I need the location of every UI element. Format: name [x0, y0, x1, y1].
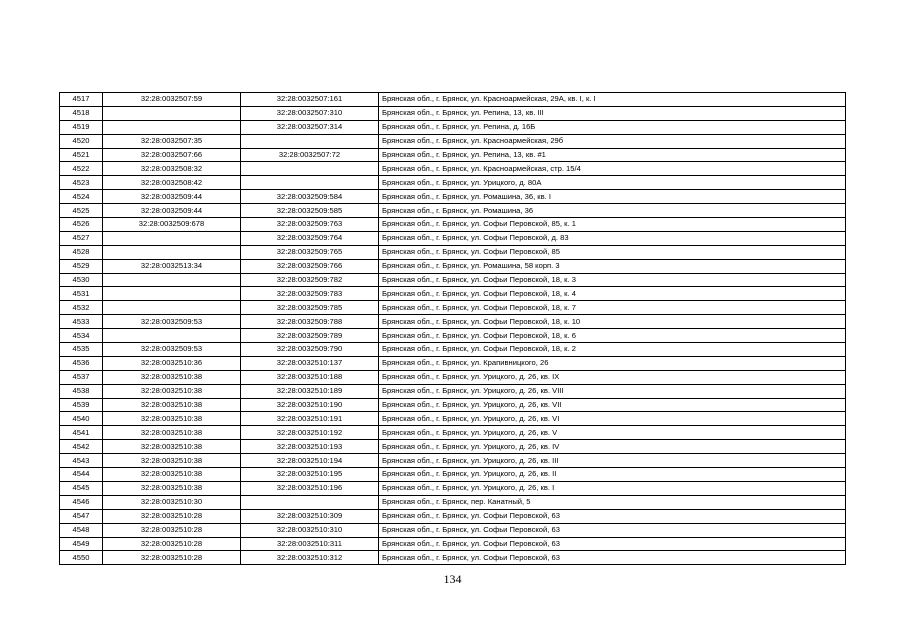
row-number-cell: 4547	[60, 509, 103, 523]
cadastral-number-cell: 32:28:0032507:59	[103, 93, 241, 107]
row-number-cell: 4528	[60, 245, 103, 259]
object-cadastral-number-cell: 32:28:0032509:785	[241, 301, 379, 315]
row-number-cell: 4541	[60, 426, 103, 440]
table-row	[60, 176, 846, 190]
cadastral-number-cell: 32:28:0032509:44	[103, 190, 241, 204]
address-cell: Брянская обл., г. Брянск, ул. Урицкого, д. 26, кв. VII	[379, 398, 846, 412]
address-cell: Брянская обл., г. Брянск, ул. Урицкого, д. 26, кв. II	[379, 468, 846, 482]
object-cadastral-number-cell: 32:28:0032510:309	[241, 509, 379, 523]
object-cadastral-number-cell: 32:28:0032507:314	[241, 120, 379, 134]
cadastral-number-cell: 32:28:0032510:38	[103, 468, 241, 482]
table-row	[60, 93, 846, 107]
object-cadastral-number-cell: 32:28:0032509:788	[241, 315, 379, 329]
cadastral-number-cell	[103, 273, 241, 287]
cadastral-number-cell	[103, 120, 241, 134]
table-row	[60, 370, 846, 384]
row-number-cell: 4526	[60, 218, 103, 232]
address-cell: Брянская обл., г. Брянск, ул. Софьи Перовской, 18, к. 4	[379, 287, 846, 301]
row-number-cell: 4534	[60, 329, 103, 343]
table-row	[60, 134, 846, 148]
cadastral-number-cell	[103, 301, 241, 315]
table-row	[60, 218, 846, 232]
registry-table	[59, 92, 846, 565]
object-cadastral-number-cell: 32:28:0032510:189	[241, 384, 379, 398]
address-cell: Брянская обл., г. Брянск, ул. Урицкого, д. 26, кв. I	[379, 481, 846, 495]
table-row	[60, 190, 846, 204]
row-number-cell: 4521	[60, 148, 103, 162]
row-number-cell: 4520	[60, 134, 103, 148]
address-cell: Брянская обл., г. Брянск, ул. Репина, д. 16Б	[379, 120, 846, 134]
object-cadastral-number-cell: 32:28:0032510:310	[241, 523, 379, 537]
object-cadastral-number-cell: 32:28:0032510:312	[241, 551, 379, 565]
cadastral-number-cell: 32:28:0032507:35	[103, 134, 241, 148]
cadastral-number-cell: 32:28:0032510:28	[103, 523, 241, 537]
cadastral-number-cell: 32:28:0032510:38	[103, 426, 241, 440]
object-cadastral-number-cell: 32:28:0032510:196	[241, 481, 379, 495]
table-row	[60, 287, 846, 301]
object-cadastral-number-cell: 32:28:0032510:193	[241, 440, 379, 454]
cadastral-number-cell: 32:28:0032510:38	[103, 384, 241, 398]
table-row	[60, 259, 846, 273]
object-cadastral-number-cell: 32:28:0032509:765	[241, 245, 379, 259]
object-cadastral-number-cell: 32:28:0032509:789	[241, 329, 379, 343]
object-cadastral-number-cell: 32:28:0032509:584	[241, 190, 379, 204]
object-cadastral-number-cell: 32:28:0032510:195	[241, 468, 379, 482]
cadastral-number-cell: 32:28:0032510:38	[103, 398, 241, 412]
address-cell: Брянская обл., г. Брянск, ул. Софьи Перовской, 63	[379, 523, 846, 537]
object-cadastral-number-cell: 32:28:0032509:764	[241, 231, 379, 245]
object-cadastral-number-cell: 32:28:0032510:311	[241, 537, 379, 551]
table-row	[60, 356, 846, 370]
address-cell: Брянская обл., г. Брянск, ул. Софьи Перовской, 18, к. 7	[379, 301, 846, 315]
cadastral-number-cell	[103, 106, 241, 120]
row-number-cell: 4535	[60, 343, 103, 357]
table-row	[60, 537, 846, 551]
cadastral-number-cell	[103, 287, 241, 301]
table-row	[60, 523, 846, 537]
table-row	[60, 384, 846, 398]
cadastral-number-cell: 32:28:0032508:42	[103, 176, 241, 190]
cadastral-number-cell: 32:28:0032510:38	[103, 454, 241, 468]
object-cadastral-number-cell	[241, 495, 379, 509]
object-cadastral-number-cell	[241, 134, 379, 148]
object-cadastral-number-cell: 32:28:0032510:190	[241, 398, 379, 412]
cadastral-number-cell: 32:28:0032510:38	[103, 412, 241, 426]
address-cell: Брянская обл., г. Брянск, ул. Софьи Перовской, 18, к. 10	[379, 315, 846, 329]
row-number-cell: 4524	[60, 190, 103, 204]
address-cell: Брянская обл., г. Брянск, ул. Софьи Перовской, 63	[379, 509, 846, 523]
table-row	[60, 231, 846, 245]
table-row	[60, 329, 846, 343]
cadastral-number-cell: 32:28:0032509:44	[103, 204, 241, 218]
address-cell: Брянская обл., г. Брянск, ул. Крапивницкого, 26	[379, 356, 846, 370]
row-number-cell: 4519	[60, 120, 103, 134]
row-number-cell: 4539	[60, 398, 103, 412]
cadastral-number-cell: 32:28:0032510:36	[103, 356, 241, 370]
cadastral-number-cell	[103, 245, 241, 259]
table-row	[60, 454, 846, 468]
address-cell: Брянская обл., г. Брянск, ул. Репина, 13, кв. III	[379, 106, 846, 120]
row-number-cell: 4537	[60, 370, 103, 384]
table-row	[60, 468, 846, 482]
table-row	[60, 481, 846, 495]
table-row	[60, 509, 846, 523]
page-number: 134	[443, 572, 462, 586]
row-number-cell: 4550	[60, 551, 103, 565]
table-row	[60, 426, 846, 440]
table-row	[60, 245, 846, 259]
table-row	[60, 440, 846, 454]
address-cell: Брянская обл., г. Брянск, ул. Урицкого, д. 26, кв. III	[379, 454, 846, 468]
table-row	[60, 495, 846, 509]
object-cadastral-number-cell: 32:28:0032509:782	[241, 273, 379, 287]
address-cell: Брянская обл., г. Брянск, ул. Урицкого, д. 26, кв. VIII	[379, 384, 846, 398]
address-cell: Брянская обл., г. Брянск, ул. Софьи Перовской, 63	[379, 551, 846, 565]
cadastral-number-cell: 32:28:0032510:28	[103, 551, 241, 565]
object-cadastral-number-cell: 32:28:0032510:191	[241, 412, 379, 426]
cadastral-number-cell: 32:28:0032510:38	[103, 481, 241, 495]
cadastral-number-cell: 32:28:0032509:53	[103, 315, 241, 329]
row-number-cell: 4543	[60, 454, 103, 468]
table-row	[60, 162, 846, 176]
table-row	[60, 343, 846, 357]
row-number-cell: 4533	[60, 315, 103, 329]
address-cell: Брянская обл., г. Брянск, ул. Красноармейская, 29б	[379, 134, 846, 148]
table-row	[60, 301, 846, 315]
address-cell: Брянская обл., г. Брянск, ул. Красноармейская, стр. 15/4	[379, 162, 846, 176]
address-cell: Брянская обл., г. Брянск, ул. Софьи Перовской, 18, к. 6	[379, 329, 846, 343]
row-number-cell: 4549	[60, 537, 103, 551]
object-cadastral-number-cell: 32:28:0032510:192	[241, 426, 379, 440]
cadastral-number-cell: 32:28:0032507:66	[103, 148, 241, 162]
address-cell: Брянская обл., г. Брянск, ул. Урицкого, д. 26, кв. IV	[379, 440, 846, 454]
row-number-cell: 4545	[60, 481, 103, 495]
row-number-cell: 4538	[60, 384, 103, 398]
object-cadastral-number-cell: 32:28:0032507:161	[241, 93, 379, 107]
address-cell: Брянская обл., г. Брянск, ул. Софьи Перовской, 85	[379, 245, 846, 259]
row-number-cell: 4529	[60, 259, 103, 273]
address-cell: Брянская обл., г. Брянск, ул. Красноармейская, 29А, кв. I, к. I	[379, 93, 846, 107]
table-row	[60, 273, 846, 287]
cadastral-number-cell: 32:28:0032510:30	[103, 495, 241, 509]
registry-table-body	[60, 93, 846, 565]
cadastral-number-cell: 32:28:0032509:678	[103, 218, 241, 232]
address-cell: Брянская обл., г. Брянск, ул. Ромашина, 58 корп. 3	[379, 259, 846, 273]
row-number-cell: 4525	[60, 204, 103, 218]
row-number-cell: 4540	[60, 412, 103, 426]
row-number-cell: 4536	[60, 356, 103, 370]
address-cell: Брянская обл., г. Брянск, ул. Урицкого, д. 26, кв. IX	[379, 370, 846, 384]
address-cell: Брянская обл., г. Брянск, пер. Канатный, 5	[379, 495, 846, 509]
object-cadastral-number-cell: 32:28:0032509:766	[241, 259, 379, 273]
object-cadastral-number-cell: 32:28:0032509:585	[241, 204, 379, 218]
row-number-cell: 4548	[60, 523, 103, 537]
address-cell: Брянская обл., г. Брянск, ул. Софьи Перовской, 18, к. 2	[379, 343, 846, 357]
row-number-cell: 4523	[60, 176, 103, 190]
row-number-cell: 4546	[60, 495, 103, 509]
row-number-cell: 4517	[60, 93, 103, 107]
row-number-cell: 4532	[60, 301, 103, 315]
row-number-cell: 4530	[60, 273, 103, 287]
cadastral-number-cell: 32:28:0032510:28	[103, 537, 241, 551]
address-cell: Брянская обл., г. Брянск, ул. Софьи Перовской, 85, к. 1	[379, 218, 846, 232]
cadastral-number-cell	[103, 231, 241, 245]
cadastral-number-cell: 32:28:0032509:53	[103, 343, 241, 357]
address-cell: Брянская обл., г. Брянск, ул. Софьи Перовской, 18, к. 3	[379, 273, 846, 287]
object-cadastral-number-cell: 32:28:0032507:310	[241, 106, 379, 120]
row-number-cell: 4518	[60, 106, 103, 120]
cadastral-number-cell: 32:28:0032510:28	[103, 509, 241, 523]
object-cadastral-number-cell: 32:28:0032509:763	[241, 218, 379, 232]
table-row	[60, 315, 846, 329]
address-cell: Брянская обл., г. Брянск, ул. Урицкого, д. 80А	[379, 176, 846, 190]
cadastral-number-cell: 32:28:0032510:38	[103, 440, 241, 454]
address-cell: Брянская обл., г. Брянск, ул. Ромашина, 36	[379, 204, 846, 218]
table-row	[60, 398, 846, 412]
object-cadastral-number-cell: 32:28:0032510:137	[241, 356, 379, 370]
object-cadastral-number-cell: 32:28:0032510:194	[241, 454, 379, 468]
address-cell: Брянская обл., г. Брянск, ул. Урицкого, д. 26, кв. V	[379, 426, 846, 440]
cadastral-number-cell	[103, 329, 241, 343]
cadastral-number-cell: 32:28:0032513:34	[103, 259, 241, 273]
object-cadastral-number-cell: 32:28:0032507:72	[241, 148, 379, 162]
table-row	[60, 204, 846, 218]
object-cadastral-number-cell: 32:28:0032510:188	[241, 370, 379, 384]
table-row	[60, 120, 846, 134]
object-cadastral-number-cell	[241, 176, 379, 190]
cadastral-number-cell: 32:28:0032510:38	[103, 370, 241, 384]
address-cell: Брянская обл., г. Брянск, ул. Ромашина, 36, кв. I	[379, 190, 846, 204]
row-number-cell: 4542	[60, 440, 103, 454]
address-cell: Брянская обл., г. Брянск, ул. Софьи Перовской, 63	[379, 537, 846, 551]
object-cadastral-number-cell: 32:28:0032509:790	[241, 343, 379, 357]
row-number-cell: 4544	[60, 468, 103, 482]
row-number-cell: 4531	[60, 287, 103, 301]
row-number-cell: 4527	[60, 231, 103, 245]
cadastral-number-cell: 32:28:0032508:32	[103, 162, 241, 176]
object-cadastral-number-cell	[241, 162, 379, 176]
table-row	[60, 412, 846, 426]
table-row	[60, 148, 846, 162]
address-cell: Брянская обл., г. Брянск, ул. Репина, 13, кв. #1	[379, 148, 846, 162]
address-cell: Брянская обл., г. Брянск, ул. Софьи Перовской, д. 83	[379, 231, 846, 245]
object-cadastral-number-cell: 32:28:0032509:783	[241, 287, 379, 301]
row-number-cell: 4522	[60, 162, 103, 176]
address-cell: Брянская обл., г. Брянск, ул. Урицкого, д. 26, кв. VI	[379, 412, 846, 426]
table-row	[60, 551, 846, 565]
table-row	[60, 106, 846, 120]
